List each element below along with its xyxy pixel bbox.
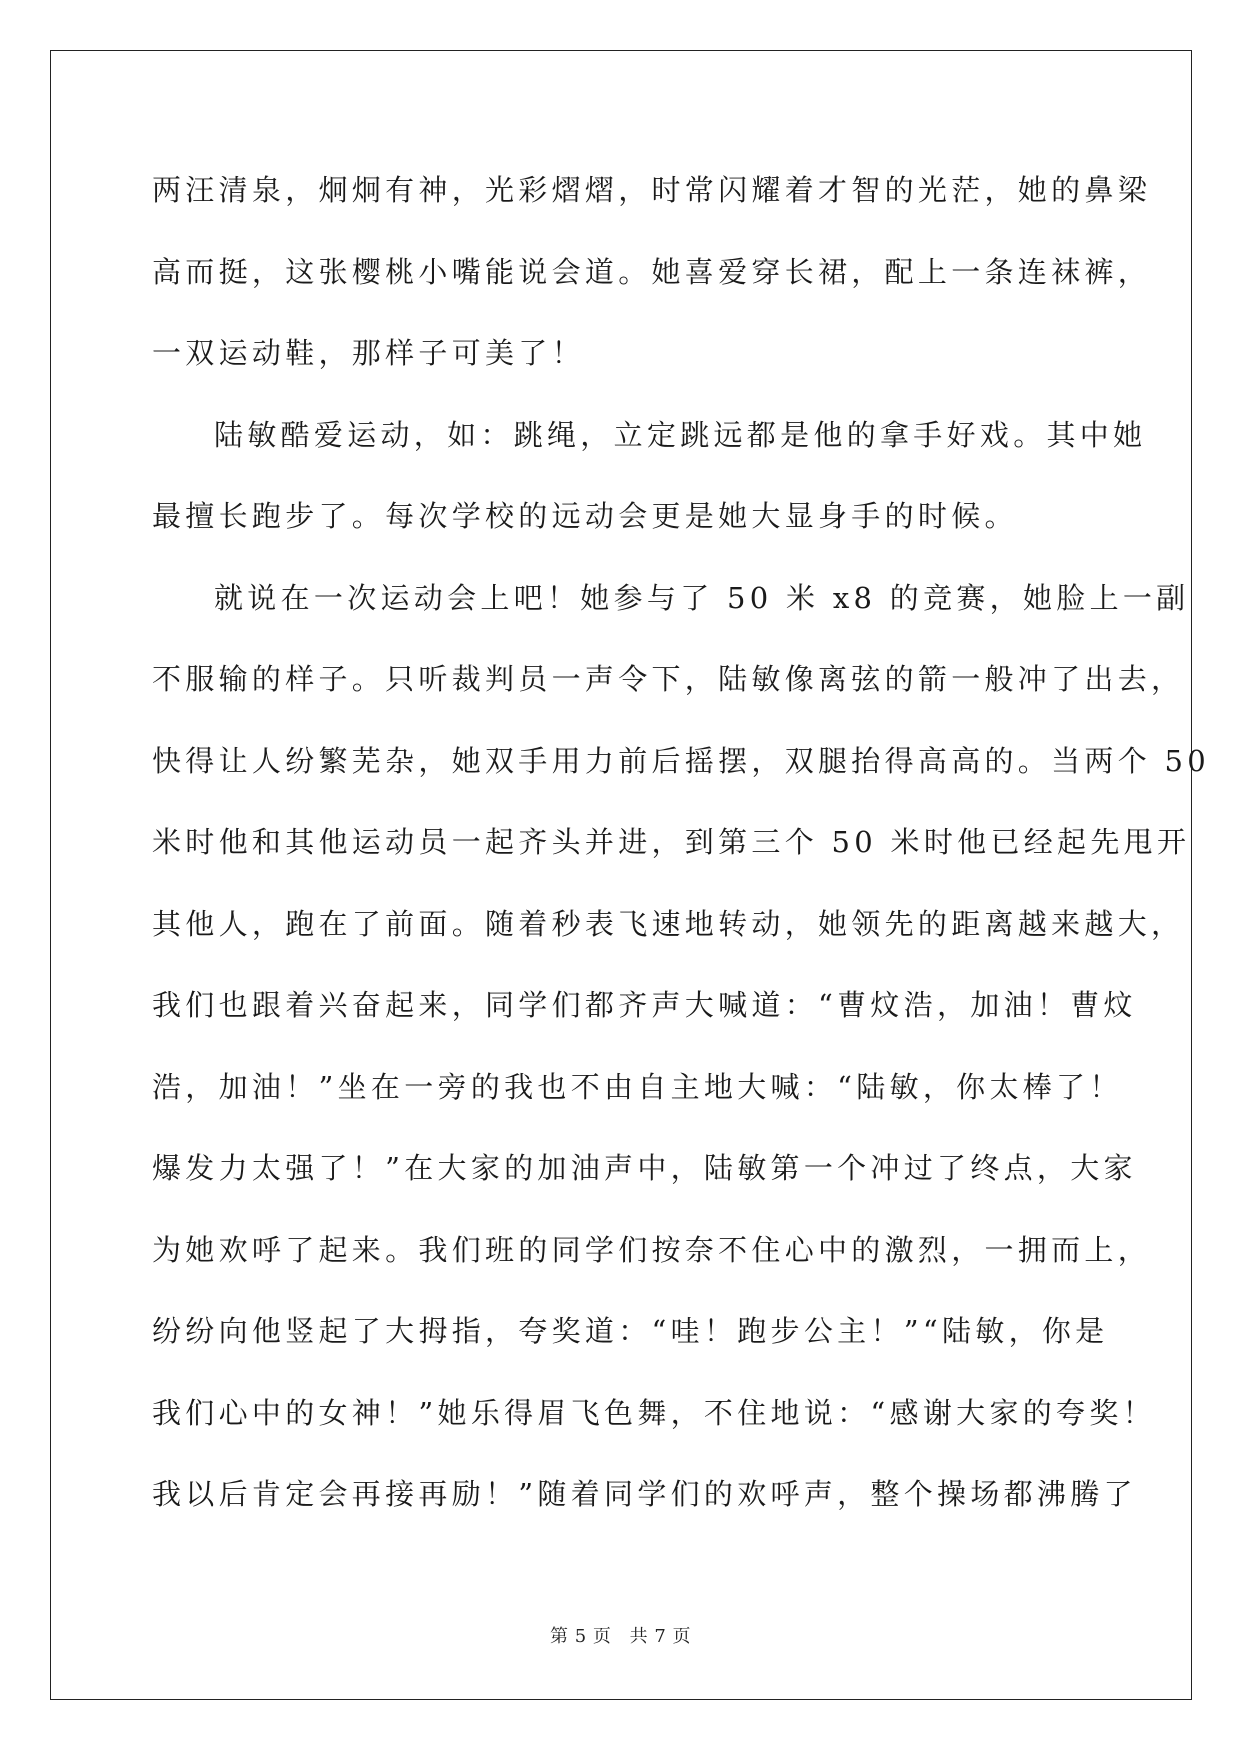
text-line: 我们也跟着兴奋起来，同学们都齐声大喊道：“曹炆浩，加油！曹炆 bbox=[152, 988, 1137, 1022]
text-line: 我以后肯定会再接再励！”随着同学们的欢呼声，整个操场都沸腾了 bbox=[152, 1477, 1137, 1511]
text-line: 浩，加油！”坐在一旁的我也不由自主地大喊：“陆敏，你太棒了！ bbox=[152, 1069, 1123, 1104]
page-number-total: 共 7 页 bbox=[629, 1626, 692, 1647]
text-line: 米时他和其他运动员一起齐头并进，到第三个 50 米时他已经起先甩开 bbox=[152, 825, 1191, 859]
text-line: 最擅长跑步了。每次学校的远动会更是她大显身手的时候。 bbox=[152, 499, 1018, 533]
text-line: 高而挺，这张樱桃小嘴能说会道。她喜爱穿长裙，配上一条连袜裤， bbox=[152, 254, 1152, 289]
text-line: 就说在一次运动会上吧！她参与了 50 米 x8 的竞赛，她脸上一副 bbox=[214, 580, 1190, 615]
text-line: 陆敏酷爱运动，如：跳绳，立定跳远都是他的拿手好戏。其中她 bbox=[214, 417, 1147, 452]
text-line: 一双运动鞋，那样子可美了！ bbox=[152, 336, 585, 370]
document-body bbox=[152, 160, 1211, 1546]
text-line: 爆发力太强了！”在大家的加油声中，陆敏第一个冲过了终点，大家 bbox=[152, 1151, 1137, 1185]
text-line: 其他人，跑在了前面。随着秒表飞速地转动，她领先的距离越来越大， bbox=[152, 906, 1185, 941]
text-line: 我们心中的女神！”她乐得眉飞色舞，不住地说：“感谢大家的夸奖！ bbox=[152, 1395, 1156, 1430]
text-line: 纷纷向他竖起了大拇指，夸奖道：“哇！跑步公主！”“陆敏，你是 bbox=[152, 1314, 1109, 1348]
text-line: 快得让人纷繁芜杂，她双手用力前后摇摆，双腿抬得高高的。当两个 50 bbox=[152, 743, 1211, 778]
text-line: 为她欢呼了起来。我们班的同学们按奈不住心中的激烈，一拥而上， bbox=[152, 1232, 1152, 1267]
text-line: 不服输的样子。只听裁判员一声令下，陆敏像离弦的箭一般冲了出去， bbox=[152, 662, 1185, 696]
text-line: 两汪清泉，炯炯有神，光彩熠熠，时常闪耀着才智的光茫，她的鼻梁 bbox=[152, 173, 1152, 207]
page-footer bbox=[0, 1622, 1241, 1648]
page-number-current: 第 5 页 bbox=[549, 1626, 612, 1647]
